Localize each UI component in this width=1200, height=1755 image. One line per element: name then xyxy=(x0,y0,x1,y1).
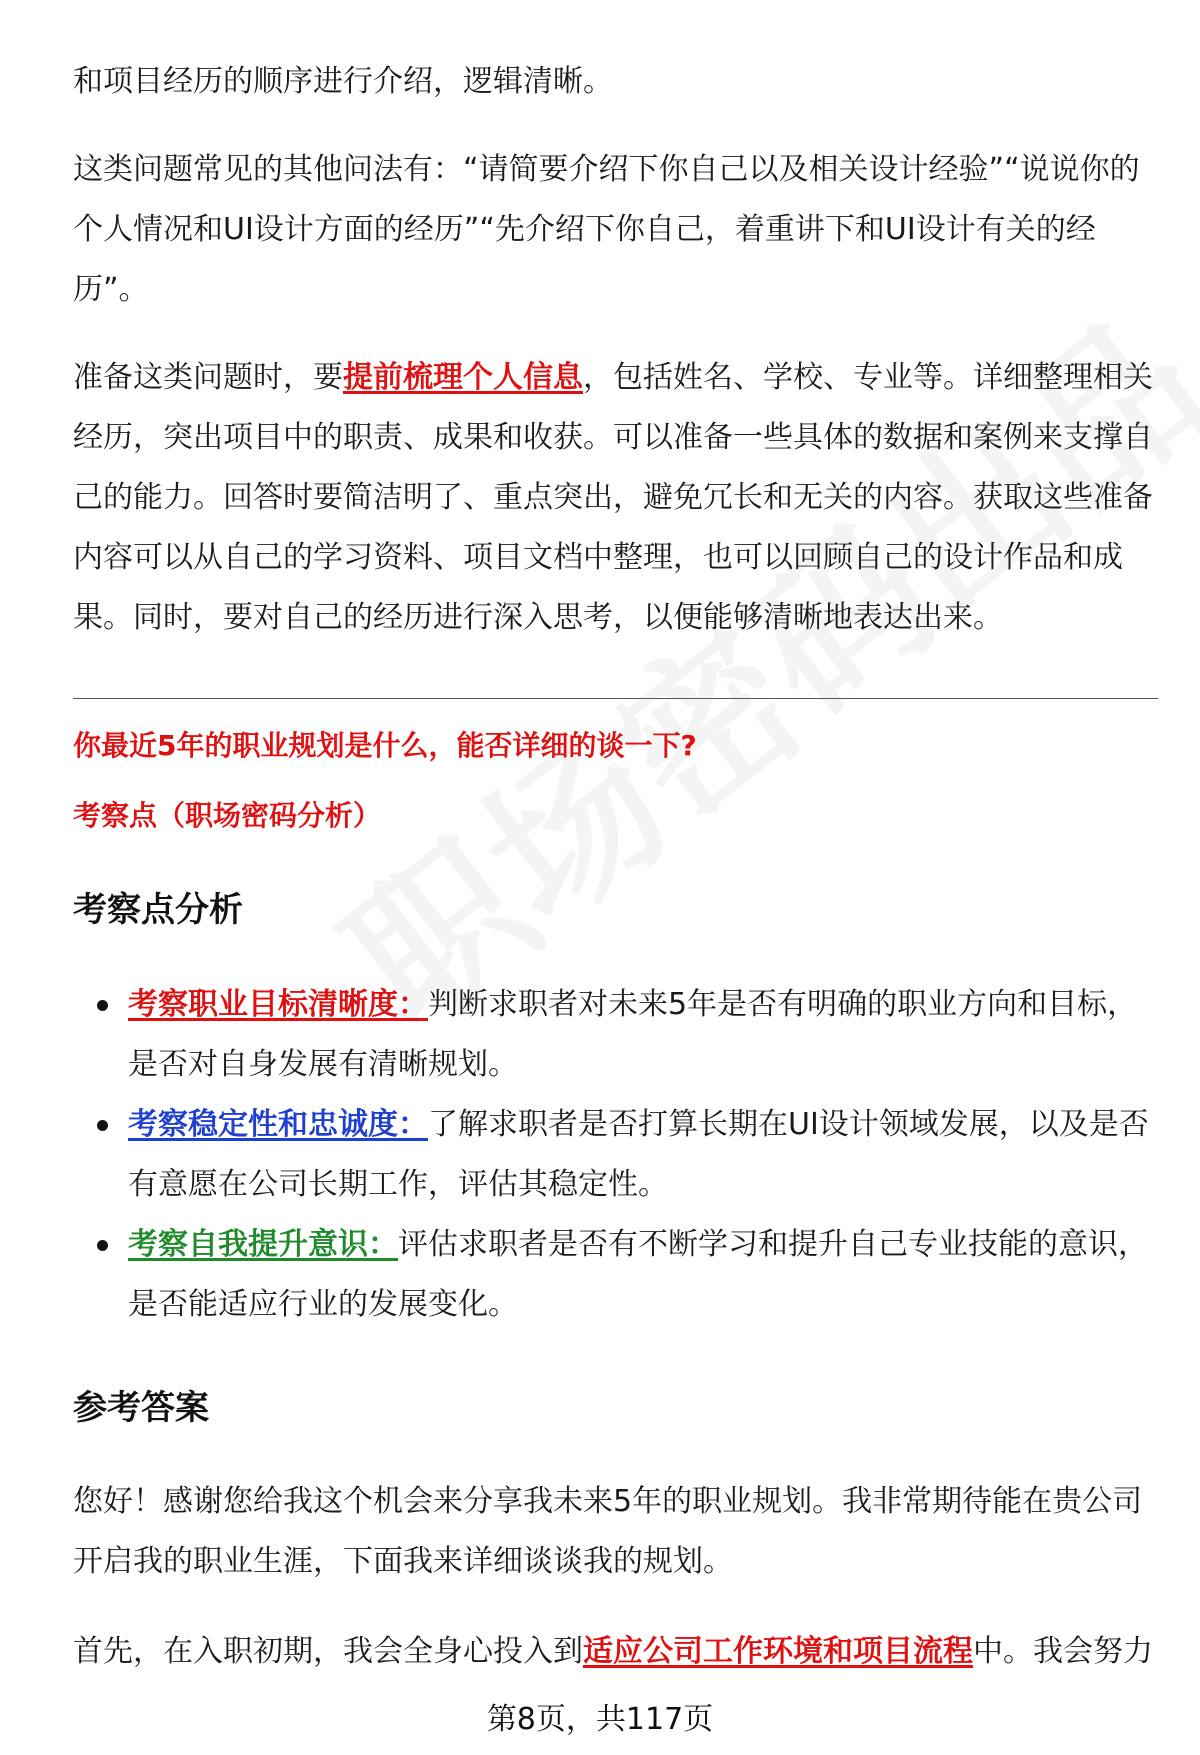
bullet-text: 了解求职者是否打算长期在UI设计领域发展，以及是否有意愿在公司长期工作，评估其稳定性。 xyxy=(128,1107,1149,1202)
analysis-list xyxy=(73,975,1158,1335)
highlight-organize-info: 提前梳理个人信息 xyxy=(343,360,583,395)
list-item xyxy=(73,975,1158,1095)
bullet-dot-icon xyxy=(97,1240,108,1251)
bullet-dot-icon xyxy=(97,1120,108,1131)
paragraph-preparation-post: ，包括姓名、学校、专业等。详细整理相关经历，突出项目中的职责、成果和收获。可以准备一些具体的数据和案例来支撑自己的能力。回答时要简洁明了、重点突出，避免冗长和无关的内容。获取这些准备内容可以从自己的学习资料、项目文档中整理，也可以回顾自己的设计作品和成果。同时，要对自己的经历进行深入思考，以便能够清晰地表达出来。 xyxy=(73,360,1153,635)
bullet-label-stability: 考察稳定性和忠诚度： xyxy=(128,1107,428,1142)
bullet-text: 评估求职者是否有不断学习和提升自己专业技能的意识，是否能适应行业的发展变化。 xyxy=(128,1227,1148,1322)
bullet-dot-icon xyxy=(97,1000,108,1011)
paragraph-answer-first-post: 中。我会努力 xyxy=(973,1634,1153,1669)
page-number: 第8页，共117页 xyxy=(486,1702,714,1737)
paragraph-answer-intro: 您好！感谢您给我这个机会来分享我未来5年的职业规划。我非常期待能在贵公司开启我的职业生涯，下面我来详细谈谈我的规划。 xyxy=(73,1484,1143,1579)
paragraph-preparation-pre: 准备这类问题时，要 xyxy=(73,360,343,395)
list-item xyxy=(73,1215,1158,1335)
paragraph-alternative-questions: 这类问题常见的其他问法有：“请简要介绍下你自己以及相关设计经验”“说说你的个人情况和UI设计方面的经历”“先介绍下你自己，着重讲下和UI设计有关的经历”。 xyxy=(73,152,1140,307)
section-divider xyxy=(73,698,1158,699)
bullet-text: 判断求职者对未来5年是否有明确的职业方向和目标，是否对自身发展有清晰规划。 xyxy=(128,987,1138,1082)
bullet-label-growth: 考察自我提升意识： xyxy=(128,1227,398,1262)
highlight-adapt-environment: 适应公司工作环境和项目流程 xyxy=(583,1634,973,1669)
assessment-point-title: 考察点（职场密码分析） xyxy=(73,799,382,832)
paragraph-answer-first-pre: 首先，在入职初期，我会全身心投入到 xyxy=(73,1634,583,1669)
paragraph-answer-first xyxy=(73,1622,1158,1682)
interview-question: 你最近5年的职业规划是什么，能否详细的谈一下? xyxy=(73,729,697,762)
list-item xyxy=(73,1095,1158,1215)
heading-answer: 参考答案 xyxy=(73,1388,209,1428)
paragraph-intro-end: 和项目经历的顺序进行介绍，逻辑清晰。 xyxy=(73,64,613,99)
bullet-label-goal: 考察职业目标清晰度： xyxy=(128,987,428,1022)
heading-analysis: 考察点分析 xyxy=(73,890,243,930)
paragraph-preparation xyxy=(73,348,1158,648)
